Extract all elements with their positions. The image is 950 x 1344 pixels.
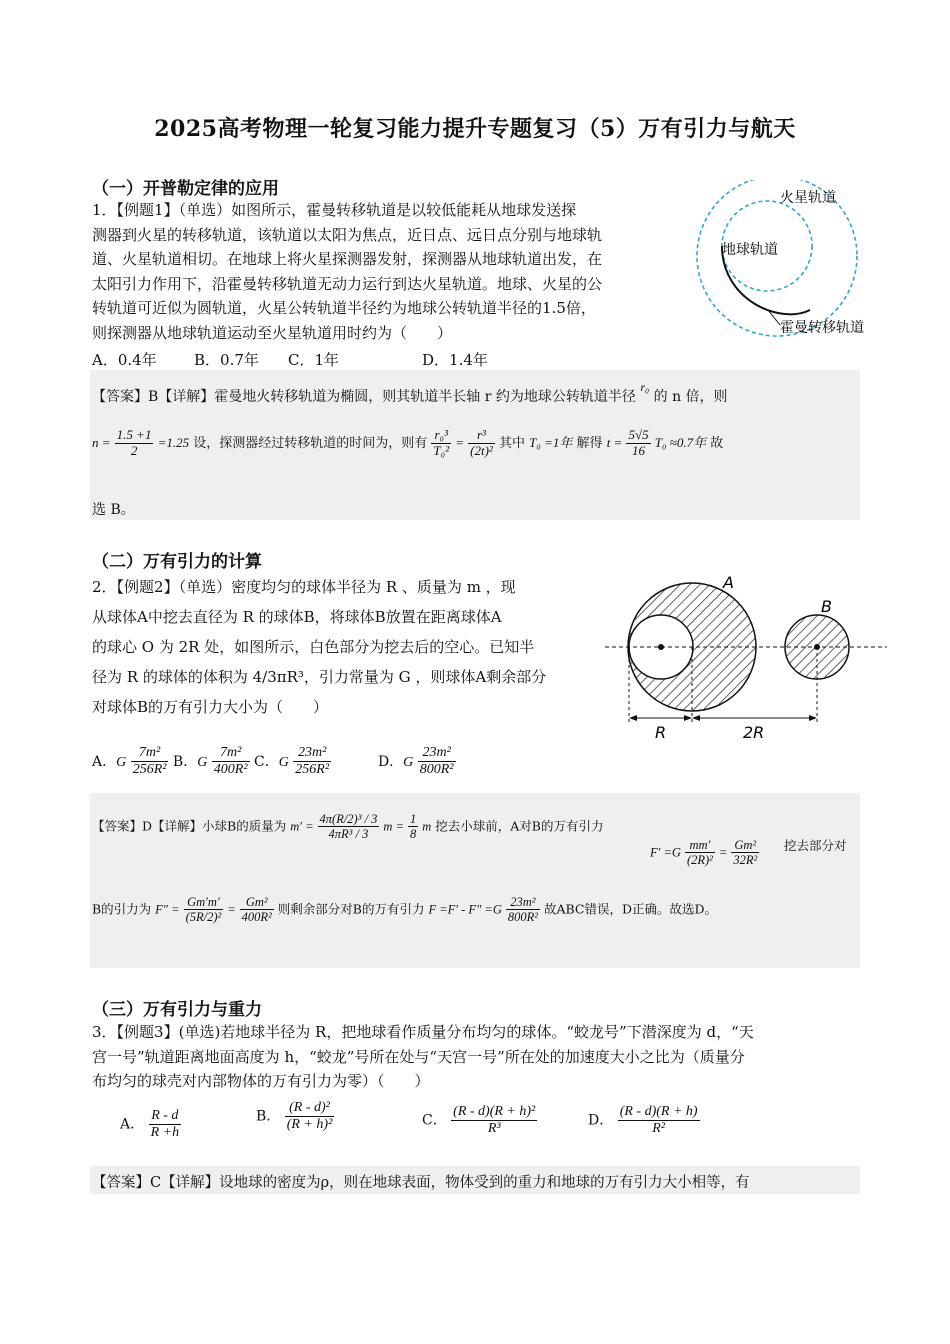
f2-left: F″ =: [155, 902, 180, 917]
label-2r: 2R: [743, 723, 765, 742]
q1-line: 则探测器从地球轨道运动至火星轨道用时约为（ ）: [92, 323, 453, 342]
f1-den2: 32R²: [733, 853, 758, 868]
eighth-num: 1: [410, 812, 417, 826]
f2-num2: Gm²: [240, 895, 274, 910]
answer-1-end: 故: [710, 435, 724, 451]
hohmann-orbit-figure: [680, 180, 890, 340]
q1-line: 道、火星轨道相切。在地球上将火星探测器发射，探测器从地球轨道出发，在: [92, 250, 603, 268]
sphere-figure: [605, 570, 890, 745]
q2-option-d[interactable]: D．G $\frac{\text{23m²}}{\text{800R²}}$: [377, 745, 454, 778]
m-eq: m =: [383, 819, 405, 834]
answer-1-text-end: 的 n 倍，则: [653, 389, 728, 405]
answer-2-text2: 挖去小球前，A对B的万有引力: [435, 818, 604, 834]
t0-eq: T₀ =1年: [529, 434, 573, 450]
answer-2-line1: [92, 812, 603, 842]
q1-line: 转轨道可近似为圆轨道，火星公转轨道半径约为地球公转轨道半径的1.5倍，: [92, 299, 596, 317]
kepler-right-num: r³: [468, 428, 495, 444]
q1-line: 1．【例题1】（单选）如图所示，霍曼转移轨道是以较低能耗从地球发送探: [92, 201, 577, 219]
t-numerator: 5√5: [628, 427, 649, 442]
earth-orbit-label: 地球轨道: [722, 242, 778, 258]
q3-line: 宫一号”轨道距离地面高度为 h，“蛟龙”号所在处与“天宫一号”所在处的加速度大小之比为（质量分: [92, 1047, 745, 1066]
q2-line: 的球心 O 为 2R 处，如图所示，白色部分为挖去后的空心。已知半: [92, 638, 535, 656]
answer-1-mid3: 解得: [576, 435, 603, 451]
n-numerator: 1.5 +1: [116, 427, 152, 442]
question-2-text: [92, 572, 592, 722]
m-end: m: [422, 819, 432, 834]
q3-option-a[interactable]: A． $\frac{R - d}{R +h}$: [120, 1108, 180, 1141]
n-eq-right: =1.25: [157, 434, 190, 450]
q1-option-c[interactable]: C．1年: [288, 351, 340, 369]
q3-option-b[interactable]: B． $\frac{\text{(R - d)²}}{\text{(R + h)²}}$: [256, 1100, 333, 1133]
kepler-left-num: r₀³: [431, 428, 451, 444]
q3-line: 布均匀的球壳对内部物体的万有引力为零）（ ）: [92, 1072, 430, 1090]
answer-1-line3: 选 B。: [92, 502, 135, 518]
t-eq-left: t =: [606, 434, 623, 450]
n-denominator: 2: [130, 442, 138, 458]
answer-2-line2: [92, 895, 717, 925]
q1-option-b[interactable]: B．0.7年: [194, 351, 259, 369]
section-2-heading: （二）万有引力的计算: [92, 552, 262, 572]
eighth-den: 8: [410, 827, 417, 842]
answer-1-line1: [92, 380, 728, 406]
cavity-center: [658, 644, 664, 650]
answer-2-text6: 故ABC错误，D正确。故选D。: [543, 901, 718, 917]
q2-line: 从球体A中挖去直径为 R 的球体B，将球体B放置在距离球体A: [92, 608, 502, 626]
kepler-right-den: (2t)²: [470, 442, 493, 458]
t-denominator: 16: [632, 442, 646, 458]
n-eq-left: n =: [92, 434, 111, 450]
label-b: B: [821, 597, 832, 616]
r0-symbol: r₀: [640, 380, 650, 394]
q1-option-a[interactable]: A．0.4年: [92, 351, 157, 369]
f2-eq: =: [227, 902, 236, 917]
f1-eq: =: [718, 845, 728, 860]
f3-num: 23m²: [506, 895, 540, 910]
f1-num: mm′: [685, 838, 715, 853]
answer-2-formula-f1: [650, 838, 759, 868]
answer-1-line2: n = $\frac{1.5 +1}{2}$ =1.25 设，探测器经过转移轨道的时间为，则有 $\frac{\text{r₀³}}{\text{T₀²}}$ = $\frac{\text{r³}}{\text{(2t)²}}$ 其中 T₀ =1年 解得 t = $\frac{5√5}{16}$ T₀ ≈0.7年 故: [92, 427, 724, 458]
f3-left: F =F′ - F″ =G: [428, 902, 502, 917]
q2-line: 2．【例题2】（单选）密度均匀的球体半径为 R 、质量为 m ，现: [92, 578, 516, 596]
vol-den: 4πR³ / 3: [328, 827, 369, 842]
q2-option-c[interactable]: C．G $\frac{\text{23m²}}{\text{256R²}}$: [253, 745, 330, 778]
page-title: 2025高考物理一轮复习能力提升专题复习（5）万有引力与航天: [154, 116, 796, 142]
f1-num2: Gm²: [731, 838, 759, 853]
q3-option-c[interactable]: C． $\frac{\text{(R - d)(R + h)²}}{\text{R³}}$: [422, 1104, 536, 1137]
q1-line: 测器到火星的转移轨道，该轨道以太阳为焦点，近日点、远日点分别与地球轨: [92, 225, 603, 244]
q2-line: 对球体B的万有引力大小为（ ）: [92, 698, 329, 716]
q2-options: [92, 745, 456, 778]
section-1-heading: （一）开普勒定律的应用: [92, 179, 279, 199]
f2-den2: 400R²: [241, 910, 272, 925]
q1-line: 太阳引力作用下，沿霍曼转移轨道无动力运行到达火星轨道。地球、火星的公: [92, 274, 603, 293]
answer-1-mid2: 其中: [498, 435, 525, 451]
answer-1-text: 【答案】B【详解】霍曼地火转移轨道为椭圆，则其轨道半长轴 r 约为地球公转轨道半径: [92, 389, 636, 405]
f3-den: 800R²: [507, 910, 538, 925]
answer-2-text3: 挖去部分对: [784, 838, 847, 853]
answer-2-text5: 则剩余部分对B的万有引力: [277, 901, 425, 917]
kepler-left-den: T₀²: [433, 442, 450, 458]
mars-orbit-label: 火星轨道: [780, 190, 836, 206]
section-3-heading: （三）万有引力与重力: [92, 1000, 262, 1020]
answer-3-text: 【答案】C【详解】设地球的密度为ρ，则在地球表面，物体受到的重力和地球的万有引力大小相等，有: [92, 1175, 750, 1191]
q1-option-d[interactable]: D．1.4年: [422, 351, 488, 369]
q3-line: 3．【例题3】(单选)若地球半径为 R，把地球看作质量分布均匀的球体。“蛟龙号”下潜深度为 d，“天: [92, 1023, 754, 1041]
question-1-text: [92, 198, 672, 345]
f1-den: (2R)²: [686, 853, 713, 868]
f2-num: Gm′m′: [184, 895, 224, 910]
question-3-text: [92, 1020, 862, 1094]
label-a: A: [723, 573, 734, 592]
answer-1-mid1: 设，探测器经过转移轨道的时间为，则有: [193, 435, 428, 451]
q3-option-d[interactable]: D． $\frac{(R - d)(R + h)}{\text{R²}}$: [588, 1104, 698, 1137]
label-r: R: [655, 723, 667, 742]
t-eq-right: T₀ ≈0.7年: [654, 434, 707, 450]
answer-2-text4: B的引力为: [92, 901, 152, 917]
f2-den: (5R/2)²: [185, 910, 222, 925]
q2-option-a[interactable]: A．G $\frac{\text{7m²}}{\text{256R²}}$: [92, 745, 167, 778]
vol-num: 4π(R/2)³ / 3: [319, 812, 378, 826]
q2-option-b[interactable]: B．G $\frac{\text{7m²}}{\text{400R²}}$: [172, 745, 248, 778]
hohmann-orbit-label: 霍曼转移轨道: [780, 320, 864, 336]
q2-line: 径为 R 的球体的体积为 4/3πR³，引力常量为 G ，则球体A剩余部分: [92, 668, 547, 686]
answer-2-text: 【答案】D【详解】小球B的质量为: [92, 818, 287, 834]
mprime-eq: m′ =: [290, 819, 314, 834]
f1-left: F′ =G: [650, 845, 681, 860]
